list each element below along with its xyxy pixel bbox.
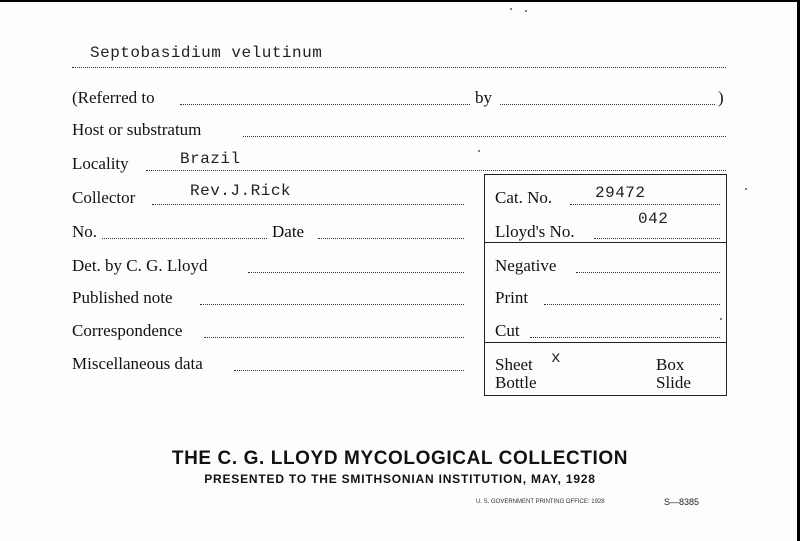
- card-top-edge: [0, 0, 800, 2]
- referred-to-line: [180, 104, 470, 105]
- sheet-mark: x: [551, 349, 562, 367]
- lloyds-no-value: 042: [638, 210, 669, 228]
- misc-line: [234, 370, 464, 371]
- locality-label: Locality: [72, 154, 129, 173]
- close-paren: ): [718, 88, 724, 107]
- box-label: Box: [656, 355, 685, 374]
- det-line: [248, 272, 464, 273]
- form-number: S—8385: [664, 497, 700, 507]
- no-label: No.: [72, 222, 98, 241]
- lloyds-no-line: [594, 238, 720, 239]
- lloyds-no-label: Lloyd's No.: [495, 222, 575, 241]
- box-bottom-border: [484, 395, 727, 396]
- specimen-name: Septobasidium velutinum: [90, 44, 323, 62]
- speck: [478, 150, 480, 152]
- collector-line: [152, 204, 464, 205]
- cat-value: 29472: [595, 184, 646, 202]
- by-label: by: [475, 88, 492, 107]
- box-right-border: [726, 174, 727, 396]
- published-line: [200, 304, 464, 305]
- box-top-border: [484, 174, 727, 175]
- cat-line: [570, 204, 720, 205]
- presented-text: PRESENTED TO THE SMITHSONIAN INSTITUTION, MAY, 1928: [204, 472, 596, 486]
- by-line: [500, 104, 715, 105]
- collection-title: THE C. G. LLOYD MYCOLOGICAL COLLECTION: [171, 448, 629, 469]
- no-line: [102, 238, 267, 239]
- referred-to-label: (Referred to: [72, 88, 155, 107]
- box-divider: [484, 342, 727, 343]
- bottle-label: Bottle: [495, 373, 537, 392]
- date-line: [318, 238, 464, 239]
- locality-line: [146, 170, 726, 171]
- correspondence-label: Correspondence: [72, 321, 183, 340]
- misc-label: Miscellaneous data: [72, 354, 203, 373]
- negative-label: Negative: [495, 256, 557, 275]
- det-label: Det. by C. G. Lloyd: [72, 256, 208, 275]
- collector-value: Rev.J.Rick: [190, 182, 292, 200]
- box-divider: [484, 242, 727, 243]
- slide-label: Slide: [656, 373, 691, 392]
- cat-label: Cat. No.: [495, 188, 553, 207]
- collector-label: Collector: [72, 188, 136, 207]
- locality-value: Brazil: [180, 150, 241, 168]
- speck: [510, 8, 512, 10]
- sheet-label: Sheet: [495, 355, 533, 374]
- speck: [720, 318, 722, 320]
- host-line: [243, 136, 726, 137]
- cut-label: Cut: [495, 321, 520, 340]
- published-label: Published note: [72, 288, 173, 307]
- print-label: Print: [495, 288, 529, 307]
- cut-line: [530, 337, 720, 338]
- printing-office-text: U. S. GOVERNMENT PRINTING OFFICE: 1928: [476, 499, 605, 505]
- specimen-name-line: [72, 67, 726, 68]
- box-left-border: [484, 174, 485, 396]
- host-label: Host or substratum: [72, 120, 202, 139]
- negative-line: [576, 272, 720, 273]
- correspondence-line: [204, 337, 464, 338]
- date-label: Date: [272, 222, 305, 241]
- speck: [745, 188, 747, 190]
- print-line: [544, 304, 720, 305]
- speck: [525, 10, 527, 12]
